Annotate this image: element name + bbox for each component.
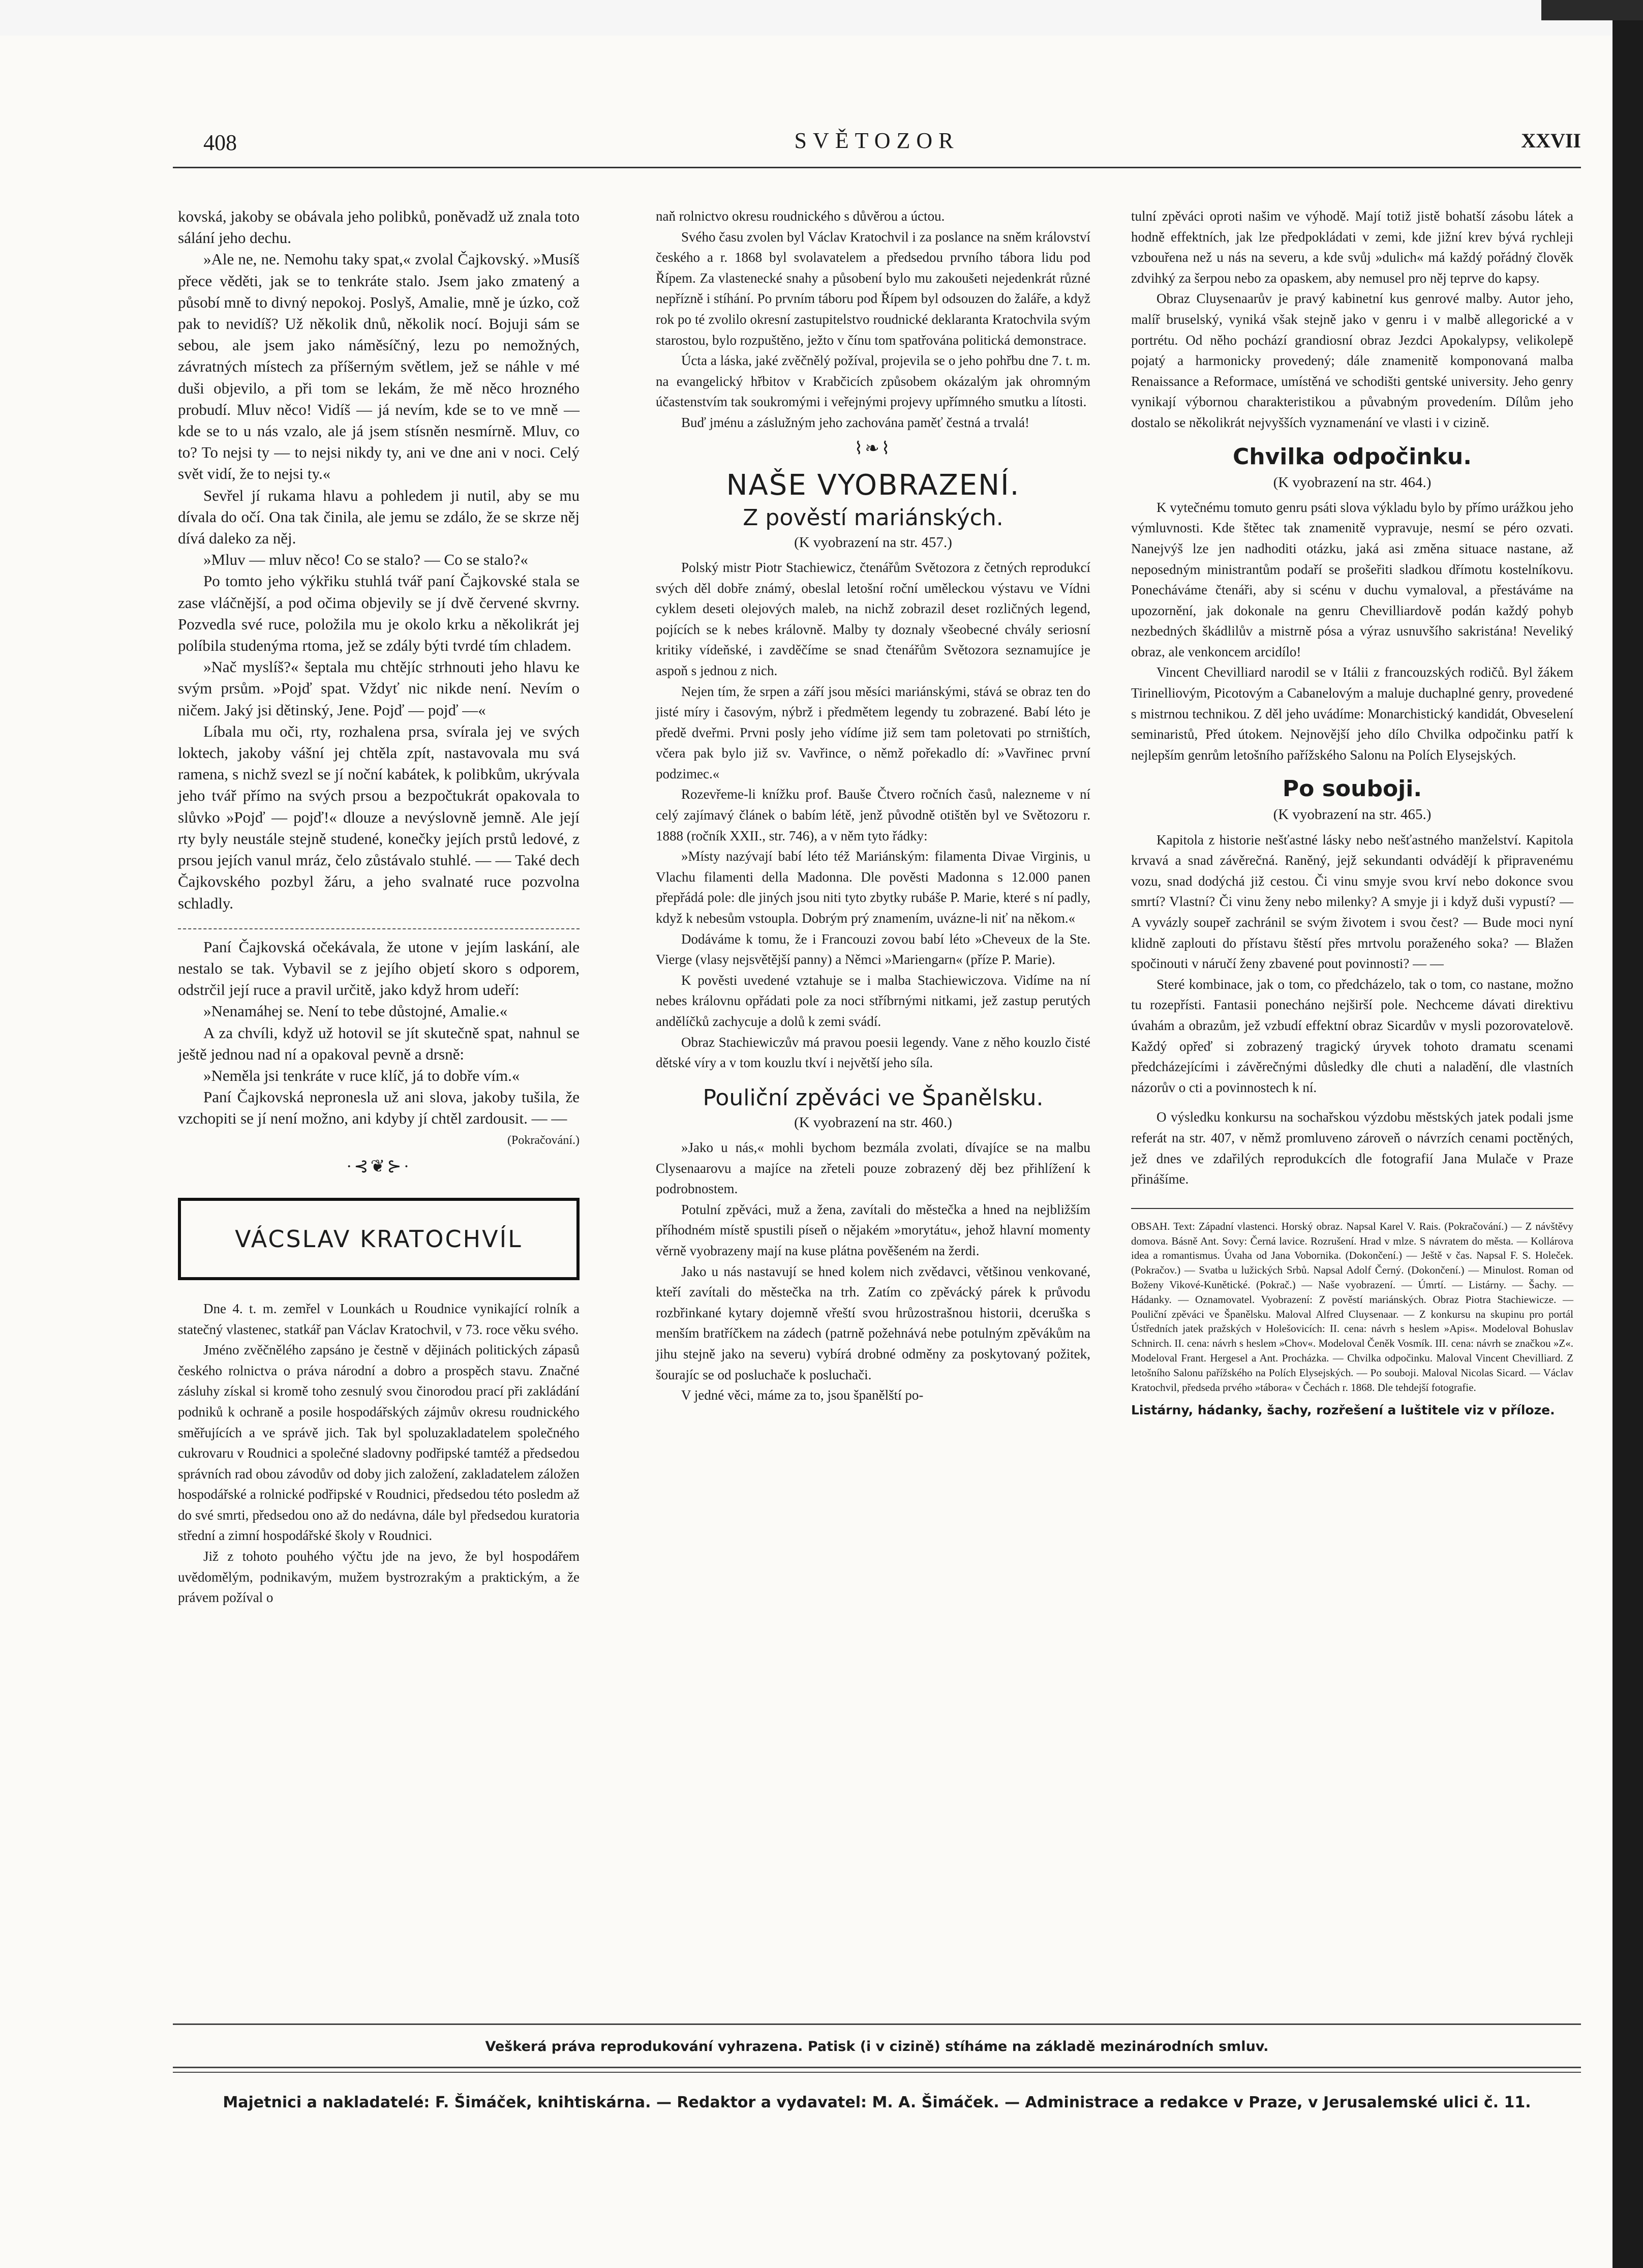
article-paragraph: Potulní zpěváci, muž a žena, zavítali do městečka a hned na nejbližším příhodném místě spustili píseň o nějakém »morytátu«, jehož hlavní momenty věrně vyobrazeny mají na kuse plátna pověšeném na žerdi. (656, 1201, 1090, 1258)
ornament-divider: ·⊰❦⊱· (346, 1157, 412, 1176)
scan-border-top (0, 0, 1643, 36)
obituary-paragraph: Buď jménu a záslužným jeho zachována paměť čestná a trvalá! (681, 414, 1029, 430)
story-paragraph: »Nač myslíš?« šeptala mu chtějíc strhnouti jeho hlavu ke svým prsům. »Pojď spat. Vždyť nic nikde není. Nevím o ničem. Jaký jsi dětinský, Jene. Pojď — pojď —« (178, 658, 580, 719)
story-paragraph: Líbala mu oči, rty, rozhalena prsa, svírala jej ve svých loktech, jakoby vášní jej chtěla zpít, nastavovala mu svá ramena, s nichž svezl se jí noční kabátek, k polibkům, ukrývala jeho tvář přímo na svých prsou a bezpočtukrát opakovala to slůvko »Pojď — pojď!« dlouze a nevýslovně jemně. Ale její rty byly neustále stejně studené, konečky jejích prstů ledové, z prsou jejích vanul mráz, čelo zůstávalo stuhlé. — — Také dech Čajkovského pozbyl žáru, a jeho svalnaté ruce pozvolna schladly. (178, 722, 580, 912)
header-rule (173, 167, 1581, 168)
article-paragraph: O výsledku konkursu na sochařskou výzdobu městských jatek podali jsme referát na str. 407, v němž promluveno zároveň o návrzích cenami poctěných, jež dnes ve zdařilých reprodukcích dle fotografií Jana Mulače v Praze přinášíme. (1131, 1109, 1573, 1187)
singers-article (656, 1137, 1090, 1406)
illustration-reference: (K vyobrazení na str. 457.) (794, 534, 952, 551)
illustration-reference: (K vyobrazení na str. 465.) (1273, 806, 1432, 823)
scan-border-right (1612, 0, 1643, 2268)
story-paragraph: »Mluv — mluv něco! Co se stalo? — Co se stalo?« (203, 551, 528, 569)
illustration-reference: (K vyobrazení na str. 464.) (1273, 474, 1432, 491)
story-paragraph: Paní Čajkovská očekávala, že utone v jejím laskání, ale nestalo se tak. Vybavil se z jejího objetí skoro s odporem, odstrčil její ruce a pravil určitě, jako když hrom udeří: (178, 938, 580, 999)
souboj-article (1131, 830, 1573, 1190)
obituary-title: VÁCSLAV KRATOCHVÍL (235, 1225, 523, 1253)
rights-notice: Veškerá práva reprodukování vyhrazena. Patisk (i v cizině) stíháme na základě mezinárodních smluv. (485, 2039, 1269, 2054)
continued-note: (Pokračování.) (507, 1133, 580, 1147)
marian-article (656, 557, 1090, 1073)
column-1 (178, 206, 580, 1608)
article-paragraph: K vytečnému tomuto genru psáti slova výkladu bylo by přímo urážkou jeho výmluvnosti. Kde štětec tak znamenitě vypravuje, nesmí se péro ozvati. Nanejvýš lze jen nadhoditi otázku, jaká asi změna situace nastane, až neposedným ministrantům podaří se prošeřiti sladkou dřímotu kostelníkovu. Ponecháváme čtenáři, aby si scénu v duchu vymaloval, a přestáváme na upozornění, jak dokonale na genru Chevilliardově podán každý pohyb nezbedných škádlilův a mistrně pósa a výraz usnuvšího sakristána! Neveliký obraz, ale venkoncem arcidílo! (1131, 499, 1573, 659)
article-paragraph: tulní zpěváci oproti našim ve výhodě. Mají totiž jistě bohatší zásobu látek a hodně effektních, jak lze předpokládati v zemi, kde jižní krev bývá rychleji vzbouřena než u nás na severu, a kde svůj »dulich« má každý pořádný člověk zdvihký za šerpou nebo za opaskem, aby nemusel pro něj teprve do kapsy. (1131, 208, 1573, 286)
story-paragraph: Paní Čajkovská nepronesla už ani slova, jakoby tušila, že vzchopiti se jí není možno, ani kdyby jí chtěl zardousit. — — (178, 1088, 580, 1128)
illustration-reference: (K vyobrazení na str. 460.) (794, 1114, 952, 1131)
obituary-text (178, 1298, 580, 1608)
obituary-title-box (178, 1198, 580, 1280)
contents-rule (1131, 1208, 1573, 1209)
column-3 (1131, 206, 1573, 1418)
obituary-paragraph: Úcta a láska, jaké zvěčnělý požíval, projevila se o jeho pohřbu dne 7. t. m. na evangelický hřbitov v Krabčicích způsobem okázalým jak ohromným účastenstvím tak soukromými i veřejnými projevy upřímného smutku a lítosti. (656, 353, 1090, 410)
continuation-line (178, 1130, 580, 1151)
article-paragraph: Dodáváme k tomu, že i Francouzi zovou babí léto »Cheveux de la Ste. Vierge (vlasy nejsvětější panny) a Němci »Mariengarn« (příze P. Marie). (656, 931, 1090, 967)
journal-title: SVĚTOZOR (794, 128, 960, 153)
story-paragraph: Sevřel jí rukama hlavu a pohledem ji nutil, aby se mu dívala do očí. Ona tak činila, ale jemu se zdálo, že se skrze něj dívá daleko za něj. (178, 486, 580, 548)
footer-rule (173, 2023, 1581, 2025)
section-heading-nase-vyobrazeni: NAŠE VYOBRAZENÍ. (726, 468, 1020, 502)
heading-marian-legends: Z pověstí mariánských. (743, 504, 1003, 531)
volume-number: XXVII (1521, 129, 1581, 152)
story-paragraph: »Neměla jsi tenkráte v ruce klíč, já to dobře vím.« (203, 1066, 520, 1084)
obituary-paragraph: Již z tohoto pouhého výčtu jde na jevo, že byl hospodářem uvědomělým, podnikavým, mužem bystrozrakým a praktickým, a že právem požíval o (178, 1549, 580, 1606)
footer-rule (173, 2072, 1581, 2073)
publisher-imprint: Majetnici a nakladatelé: F. Šimáček, knihtiskárna. — Redaktor a vydavatel: M. A. Šimáček. — Administrace a redakce v Praze, v Jerusalemské ulici č. 11. (223, 2094, 1531, 2111)
story-paragraph: kovská, jakoby se obávala jeho polibků, poněvadž už znala toto sálání jeho dechu. (178, 207, 580, 247)
article-paragraph: Vincent Chevilliard narodil se v Itálii z francouzských rodičů. Byl žákem Tirinelliovým, Picotovým a Cabanelovým a maluje duchaplné genry, provedené s mistrnou technikou. Z děl jeho uvádíme: Monarchistický kandidát, Obveselení seminaristů, Před útokem. Nejnovější jeho dílo Chvilka odpočinku patří k nejlepším genrům letošního pařížského Salonu na Polích Elysejských. (1131, 664, 1573, 763)
ornament-divider: ⌇❧⌇ (854, 439, 892, 458)
obituary-paragraph: Svého času zvolen byl Václav Kratochvil i za poslance na sněm království českého a r. 1868 byl svolavatelem a předsedou prvního tábora lidu pod Řípem. Za vlastenecké snahy a působení bylo mu zakoušeti nejedenkrát různé nepřízně i stíhání. Po prvním táboru pod Řípem byl odsouzen do žaláře, a když rok po té zvolilo okresní zastupitelstvo roudnické deklaranta Kratochvila svým starostou, bylo rozpuštěno, ježto v čínu tom spatřována politická demonstrace. (656, 229, 1090, 348)
page-header (173, 125, 1581, 165)
obituary-paragraph: Jméno zvěčnělého zapsáno je čestně v dějinách politických zápasů českého rolnictva o práva národní a dobro a prospěch stavu. Značné zásluhy získal si kromě toho zesnulý svou činorodou prací při zakládání podniků k ochraně a posile hospodářských zájmův okresu roudnického směřujících a ve správě jich. Tak byl spoluzakladatelem společného cukrovaru v Roudnici a společné sladovny podřipské tamtéž a předsedou správních rad obou závodův od doby jich založení, zakladatelem záložen hospodářské a rolnické podřipské v Roudnici, předsedou této posledm až do své smrti, předsedou ono až do nedávna, dále byl předsedou kuratoria střední a zimní hospodářské školy v Roudnici. (178, 1342, 580, 1544)
article-paragraph: Rozevřeme-li knížku prof. Bauše Čtvero ročních časů, nalezneme v ní celý zajímavý článek o babím létě, jenž původně otištěn byl ve Světozoru r. 1888 (ročník XXII., str. 746), a v něm tyto řádky: (656, 787, 1090, 843)
supplement-note: Listárny, hádanky, šachy, rozřešení a luštitele viz v příloze. (1131, 1403, 1555, 1418)
scan-border-corner (1541, 0, 1643, 20)
article-paragraph: Nejen tím, že srpen a září jsou měsíci mariánskými, stává se obraz ten do jisté míry i časovým, nýbrž i předmětem legendy tu zobrazené. Babí léto je předě dveřmi. Prvni posly jeho vídíme již sem tam poletovati po strništích, včera pak bylo již sv. Vavřince, o němž pořekadlo dí: »Vavřinec první podzimec.« (656, 683, 1090, 781)
story-paragraph: A za chvíli, když už hotovil se jít skutečně spat, nahnul se ještě jednou nad ní a opakoval pevně a drsně: (178, 1023, 580, 1063)
obituary-paragraph: naň rolnictvo okresu roudnického s důvěrou a úctou. (656, 208, 945, 224)
chvilka-article (1131, 497, 1573, 766)
article-paragraph: Kapitola z historie nešťastné lásky nebo nešťastného manželství. Kapitola krvavá a snad závěrečná. Raněný, jejž sekundanti odvádějí k připravenému vozu, snad dodýchá již cestou. Či vinu smyje svou krví nebo dokonce svou smrtí? Vlastní? Či vinu ženy nebo milenky? A smyje ji i když duši vypustí? — A vyvázly soupeř zachránil se svým životem i svou čest? — Bude moci nyní klidně zaplouti do přístavu štěstí přes mrtvolu poraženého soka? — Blažen spočinouti v náručí ženy zbavené pout povinnosti? — — (1131, 832, 1573, 972)
article-paragraph: Obraz Stachiewiczův má pravou poesii legendy. Vane z něho kouzlo čisté dětské víry a v tom kouzlu tkví i největší jeho síla. (656, 1034, 1090, 1071)
obituary-continued (656, 206, 1090, 433)
heading-po-souboji: Po souboji. (1282, 776, 1422, 802)
story-paragraph: Po tomto jeho výkřiku stuhlá tvář paní Čajkovské stala se zase vláčnější, a pod očima objevily se jí dvě červené skvrny. Pozvedla své ruce, položila mu je okolo krku a několikrát jej políbila studenýma rtoma, jež se zdály býti tvrdé tím chladem. (178, 572, 580, 655)
heading-chvilka: Chvilka odpočinku. (1233, 443, 1472, 470)
article-paragraph: K pověsti uvedené vztahuje se i malba Stachiewiczova. Vidíme na ní nebes královnu opřádati pole za noci stříbrnými nitkami, jež zastup perutých andělíčků zachycuje a dolů k zemi svádí. (656, 972, 1090, 1029)
table-of-contents: OBSAH. Text: Západní vlastenci. Horský obraz. Napsal Karel V. Rais. (Pokračování.) — Z návštěvy domova. Básně Ant. Sovy: Černá lavice. Rozrušení. Hrad v mlze. S návratem do města. — Kollárova idea a romantismus. Úvaha od Jana Vobornika. (Dokončení.) — Ještě v čas. Napsal F. S. Holeček. (Pokračov.) — Svatba u lužických Srbů. Napsal Adolf Černý. (Dokončení.) — Minulost. Roman od Boženy Vikové-Kunětické. (Pokrač.) — Naše vyobrazení. — Úmrtí. — Listárny. — Šachy. — Hádanky. — Oznamovatel. Vyobrazení: Z pověstí mariánských. Obraz Piotra Stachiewicze. — Pouliční zpěváci ve Španělsku. Maloval Alfred Cluysenaar. — Z konkursu na skupinu pro portál Ústředních jatek pražských v Holešovicích: II. cena: návrh s heslem »Apis«. Modeloval Bohuslav Schnirch. II. cena: návrh s heslem »Chov«. Modeloval Čeněk Vosmík. III. cena: návrh se značkou »Z«. Modeloval Frant. Hergesel a Ant. Procházka. — Chvilka odpočinku. Maloval Vincent Chevilliard. Z letošního Salonu pařížského na Polích Elysejských. — Po souboji. Maloval Nicolas Sicard. — Václav Kratochvil, předseda prvého »tábora« v Čechách r. 1868. Dle tehdejší fotografie. (1131, 1220, 1573, 1394)
page-number: 408 (203, 130, 237, 155)
article-paragraph: »Jako u nás,« mohli bychom bezmála zvolati, dívajíce se na malbu Clysenaarovu a majíce na zřeteli pouze zobrazený děj bez přihlížení k podrobnostem. (656, 1139, 1090, 1197)
article-paragraph: Steré kombinace, jak o tom, co předcházelo, tak o tom, co nastane, možno tu rozepřísti. Fantasii ponecháno nejširší pole. Nechceme dávati direktivu úvahám a obrazům, jež vzbudí effektní obraz Sicardův v mysli pozorovatelově. Každý opřeď si zobrazený tragický úryvek tohoto dramatu scenami předcházejícími i závěrečnými důsledky dle chuti a naladění, dle vlastních názorův o cti a povinnostech k ní. (1131, 976, 1573, 1095)
singers-continued (1131, 206, 1573, 433)
heading-street-singers: Pouliční zpěváci ve Španělsku. (703, 1084, 1044, 1111)
column-2 (656, 206, 1090, 1406)
story-paragraph: »Nenamáhej se. Není to tebe důstojné, Amalie.« (203, 1002, 508, 1020)
section-dash-rule (178, 917, 580, 929)
obituary-paragraph: Dne 4. t. m. zemřel v Lounkách u Roudnice vynikající rolník a statečný vlastenec, statkář pan Václav Kratochvil, v 73. roce věku svého. (178, 1301, 580, 1337)
story-paragraph: »Ale ne, ne. Nemohu taky spat,« zvolal Čajkovský. »Musíš přece věděti, jak se to tenkráte stalo. Jsem jako zmatený a působí mně to divný nepokoj. Poslyš, Amalie, mně je úzko, což pak to nevidíš? Už několik dnů, několik nocí. Bojuji sám se sebou, ale jsem jako náměsíčný, lezu po nemožných, závratných místech za příšerným světlem, jež se náhle v mé duši objevilo, a při tom se lekám, že mě něco hrozného probudí. Mluv něco! Vidíš — já nevím, kde se to ve mně — kde se to u nás vzalo, ale já jsem stísněn nesmírně. Mluv, co to? To nejsi ty — to nejsi nikdy ty, ani ve dne ani v noci. Celý svět vidí, že to nejsi ty.« (178, 250, 580, 483)
article-paragraph: V jedné věci, máme za to, jsou španělští po- (681, 1387, 924, 1403)
article-paragraph: Polský mistr Piotr Stachiewicz, čtenářům Světozora z četných reprodukcí svých děl dobře známý, obeslal letošní roční uměleckou výstavu ve Vídni cyklem deseti olejových maleb, na nichž zobrazil deset rozličných legend, pojících se k nebes královně. Malby ty doznaly všeobecné chvály seriosní kritiky vídeňské, i zavděčíme se snad čtenářům Světozora seznamujíce je aspoň s jednou z nich. (656, 559, 1090, 678)
article-paragraph: Jako u nás nastavují se hned kolem nich zvědavci, většinou venkované, kteří zavítali do městečka na trh. Zatím co zpěvácký párek k průvodu rozbřinkané kytary dojemně vřeští svou hrůzostrašnou historii, dceruška s menším bratříčkem na zádech (patrně požehnává nebe potulným zpěvákům na jihu stejně jako na severu) vybírá drobné odměny za poskytovaný požitek, šourajíc se od posluchače k posluchači. (656, 1263, 1090, 1382)
footer-rule (173, 2067, 1581, 2068)
article-paragraph: Obraz Cluysenaarův je pravý kabinetní kus genrové malby. Autor jeho, malíř bruselský, vyniká však stejně jako v genru i v malbě allegorické a v portrétu. Od něho pochází grandiosní obraz Jezdci Apokalypsy, velikolepě pojatý a harmonicky provedený; dále znamenitě komponovaná malba Renaissance a Reformace, umístěná ve schodišti gentské university. Jeho genry vynikají výbornou charakteristikou a půvabným provedením. Dílům jeho dostalo se několikrát nejvyšších vyznamenání ve vlasti i v cizině. (1131, 291, 1573, 430)
article-paragraph: »Místy nazývají babí léto též Mariánským: filamenta Divae Virginis, u Vlachu filamenti della Madonna. Dle pověsti Madonna s 12.000 panen přepřádá pole: dle jiných jsou niti tyto zbytky rubáše P. Marie, které s ní padly, když k nebesům vstoupla. Dobrým prý znamením, uvázne-li niť na někom.« (656, 849, 1090, 926)
